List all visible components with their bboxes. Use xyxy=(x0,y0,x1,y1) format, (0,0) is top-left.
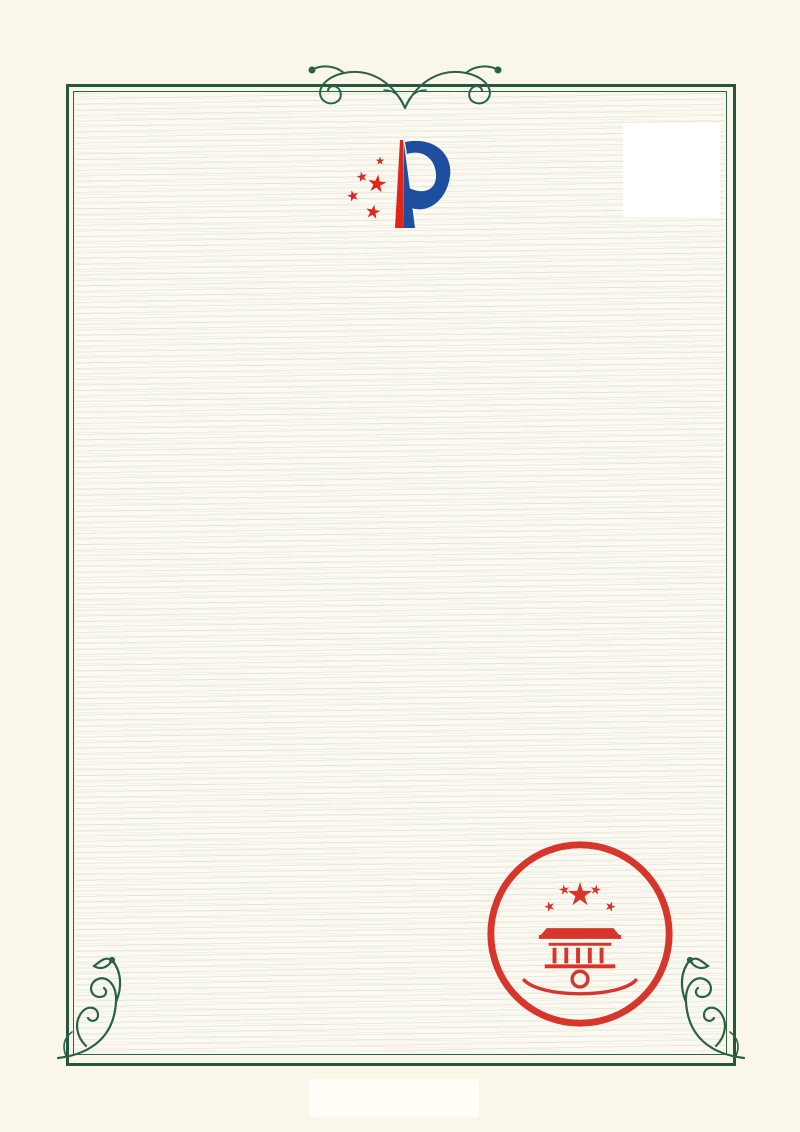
floral-ornament-bottom-right xyxy=(674,950,750,1062)
national-emblem xyxy=(523,882,637,994)
logo-blue-bowl xyxy=(405,141,450,209)
dragon-ornament-top xyxy=(284,58,526,114)
barcode xyxy=(0,0,204,16)
official-seal xyxy=(482,836,678,1032)
continuation-note xyxy=(309,1079,479,1117)
qr-code-patch xyxy=(623,123,720,217)
logo-red-spike xyxy=(395,140,404,228)
qr-code xyxy=(640,143,704,207)
floral-ornament-bottom-left xyxy=(52,950,128,1062)
cnipa-logo xyxy=(338,138,458,230)
